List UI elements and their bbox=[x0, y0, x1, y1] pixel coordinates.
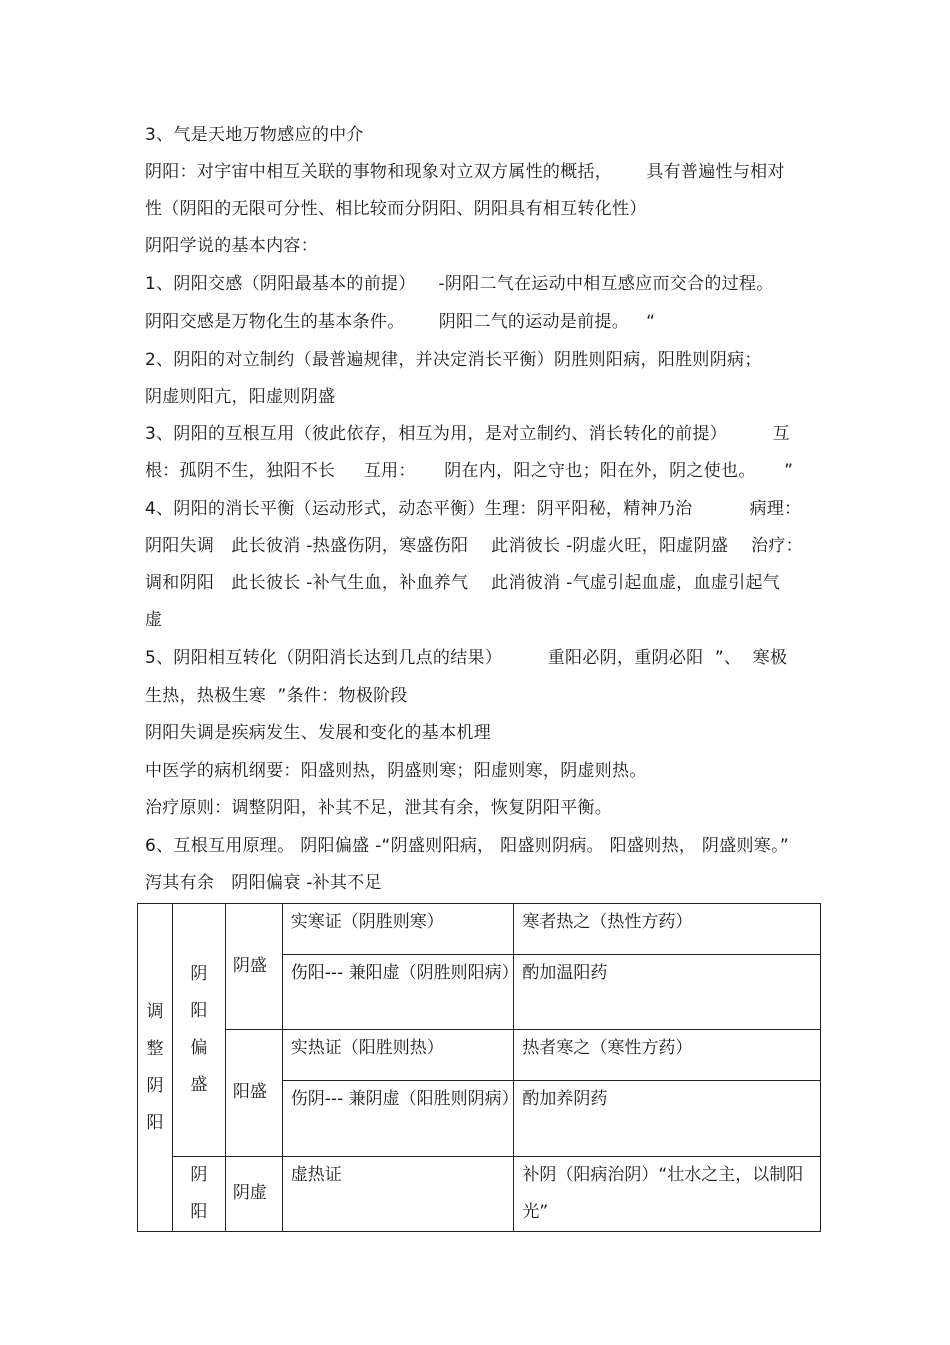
shihan-zheng-cell: 实寒证（阴胜则寒） bbox=[282, 904, 514, 955]
text-line: 中医学的病机纲要：阳盛则热，阴盛则寒；阳虚则寒，阴虚则热。 bbox=[145, 761, 647, 781]
shihan-zhi-cell: 寒者热之（热性方药） bbox=[514, 904, 821, 955]
vertical-char: 盛 bbox=[190, 1075, 208, 1095]
vertical-char: 阴 bbox=[190, 1165, 208, 1185]
vertical-char: 阳 bbox=[190, 1202, 208, 1222]
shire-zheng-cell: 实热证（阳胜则热） bbox=[282, 1030, 514, 1081]
xure-zheng-cell: 虚热证 bbox=[282, 1157, 514, 1232]
text-line: 4、阴阳的消长平衡（运动形式，动态平衡）生理：阴平阳秘，精神乃治 病理： bbox=[145, 499, 802, 519]
text-line: 2、阴阳的对立制约（最普遍规律，并决定消长平衡）阴胜则阳病，阳胜则阴病； bbox=[145, 350, 762, 370]
vertical-char: 偏 bbox=[190, 1038, 208, 1058]
shangyang-zhi-cell: 酌加温阳药 bbox=[514, 955, 821, 1030]
tiaozheng-yinyang-cell bbox=[138, 904, 173, 1232]
text-line: 泻其有余 阴阳偏衰 -补其不足 bbox=[145, 873, 382, 893]
text-line: 阴虚则阳亢，阳虚则阴盛 bbox=[145, 387, 336, 407]
yinsheng-cell: 阴盛 bbox=[225, 904, 282, 1030]
text-line: 阴阳交感是万物化生的基本条件。 阴阳二气的运动是前提。 “ bbox=[145, 312, 656, 332]
vertical-char: 调 bbox=[146, 1001, 164, 1022]
shangyin-zhi-cell: 酌加养阴药 bbox=[514, 1081, 821, 1157]
vertical-char: 阳 bbox=[146, 1112, 164, 1133]
text-line: 5、阴阳相互转化（阴阳消长达到几点的结果） 重阳必阴，重阴必阳 ”、 寒极 bbox=[145, 648, 788, 668]
text-line: 生热，热极生寒 ”条件：物极阶段 bbox=[145, 686, 408, 706]
xure-zhi-cell: 补阴（阳病治阴）“壮水之主，以制阳光” bbox=[514, 1157, 821, 1232]
text-line: 调和阴阳 此长彼长 -补气生血，补血养气 此消彼消 -气虚引起血虚，血虚引起气 bbox=[145, 573, 781, 593]
shire-zhi-cell: 热者寒之（寒性方药） bbox=[514, 1030, 821, 1081]
text-line: 治疗原则：调整阴阳，补其不足，泄其有余，恢复阴阳平衡。 bbox=[145, 798, 613, 818]
text-line: 性（阴阳的无限可分性、相比较而分阴阳、阴阳具有相互转化性） bbox=[145, 199, 647, 219]
yinyang-table bbox=[137, 903, 821, 1232]
shangyang-zheng-cell: 伤阳--- 兼阳虚（阴胜则阳病） bbox=[282, 955, 514, 1030]
text-line: 根：孤阴不生，独阳不长 互用： 阴在内，阳之守也；阳在外，阴之使也。 ” bbox=[145, 461, 794, 481]
yinyang-pianshuai-cell bbox=[172, 1157, 225, 1232]
vertical-char: 整 bbox=[146, 1038, 164, 1059]
vertical-char: 阴 bbox=[146, 1075, 164, 1096]
text-line: 1、阴阳交感（阴阳最基本的前提） -阴阳二气在运动中相互感应而交合的过程。 bbox=[145, 274, 774, 294]
shangyin-zheng-cell: 伤阴--- 兼阴虚（阳胜则阴病） bbox=[282, 1081, 514, 1157]
text-line: 虚 bbox=[145, 610, 163, 630]
yinxu-cell: 阴虚 bbox=[225, 1157, 282, 1232]
text-line: 6、互根互用原理。 阴阳偏盛 -“阴盛则阳病， 阳盛则阴病。 阳盛则热， 阴盛则寒。” bbox=[145, 836, 789, 856]
text-line: 阴阳学说的基本内容： bbox=[145, 236, 318, 256]
yinyang-piansheng-cell bbox=[172, 904, 225, 1157]
vertical-char: 阴 bbox=[190, 964, 208, 984]
text-line: 3、气是天地万物感应的中介 bbox=[145, 125, 364, 145]
text-line: 3、阴阳的互根互用（彼此依存，相互为用，是对立制约、消长转化的前提） 互 bbox=[145, 424, 790, 444]
vertical-char: 阳 bbox=[190, 1001, 208, 1021]
text-line: 阴阳：对宇宙中相互关联的事物和现象对立双方属性的概括， 具有普遍性与相对 bbox=[145, 162, 785, 182]
yangsheng-cell: 阳盛 bbox=[225, 1030, 282, 1157]
text-line: 阴阳失调是疾病发生、发展和变化的基本机理 bbox=[145, 723, 491, 743]
text-line: 阴阳失调 此长彼消 -热盛伤阴，寒盛伤阳 此消彼长 -阴虚火旺，阳虚阴盛 治疗： bbox=[145, 536, 803, 556]
